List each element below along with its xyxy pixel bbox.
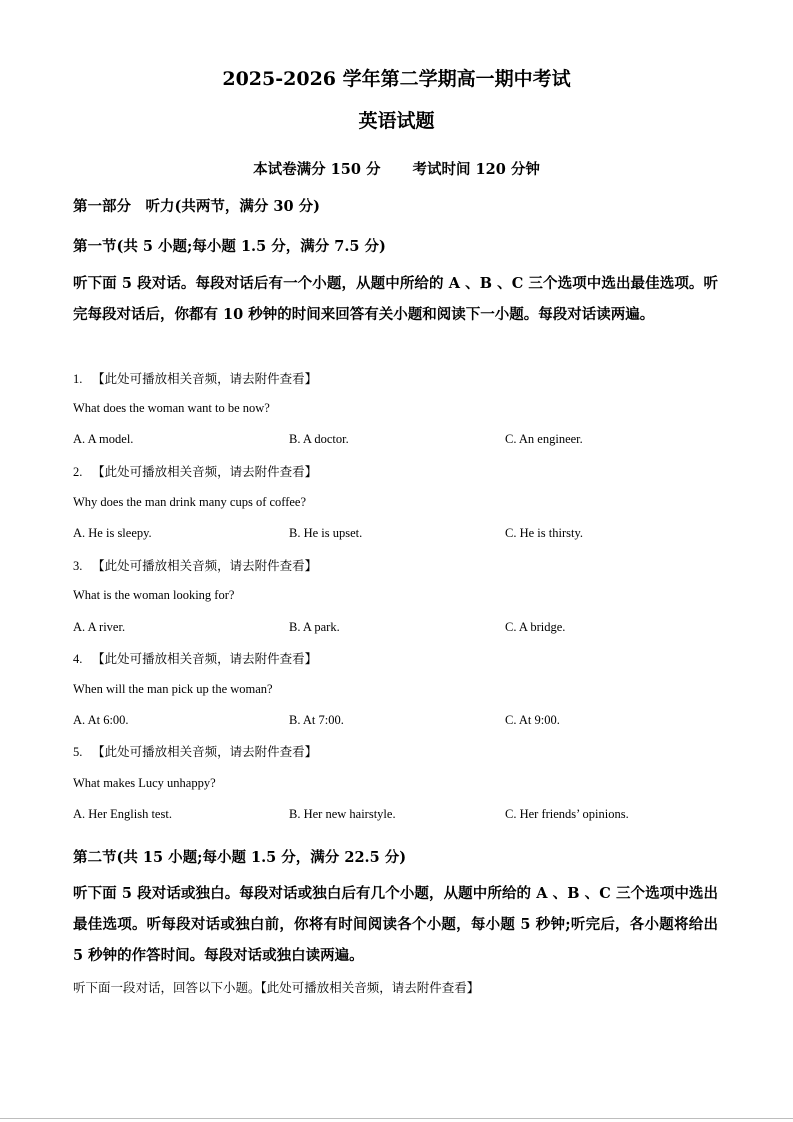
question-2-audio: 2. 【此处可播放相关音频，请去附件查看】 bbox=[73, 465, 318, 479]
audio-link[interactable]: 【此处可播放相关音频，请去附件查看】 bbox=[92, 745, 318, 759]
question-1-option-a: A. A model. bbox=[73, 432, 134, 446]
question-3-option-b: B. A park. bbox=[289, 620, 340, 634]
exam-subject: 英语试题 bbox=[358, 110, 435, 132]
exam-title: 2025-2026 学年第二学期高一期中考试 bbox=[222, 68, 571, 90]
question-5-option-a: A. Her English test. bbox=[73, 807, 172, 821]
score-info: 本试卷满分 150 分 bbox=[253, 161, 381, 178]
question-3-option-c: C. A bridge. bbox=[505, 620, 566, 634]
audio-link[interactable]: 听下面一段对话，回答以下小题。【此处可播放相关音频，请去附件查看】 bbox=[73, 981, 480, 995]
exam-meta bbox=[0, 158, 793, 179]
time-info: 考试时间 120 分钟 bbox=[412, 161, 540, 178]
question-1-audio: 1. 【此处可播放相关音频，请去附件查看】 bbox=[73, 372, 318, 386]
question-5-text: What makes Lucy unhappy? bbox=[73, 776, 216, 790]
section1-heading: 第一节(共 5 小题;每小题 1.5 分，满分 7.5 分) bbox=[73, 238, 386, 255]
question-1-option-b: B. A doctor. bbox=[289, 432, 349, 446]
question-3-option-a: A. A river. bbox=[73, 620, 126, 634]
part1-heading: 第一部分 听力(共两节，满分 30 分) bbox=[73, 198, 320, 215]
audio-link[interactable]: 【此处可播放相关音频，请去附件查看】 bbox=[92, 559, 318, 573]
question-4-option-b: B. At 7:00. bbox=[289, 713, 344, 727]
question-2-option-b: B. He is upset. bbox=[289, 526, 363, 540]
question-5-option-c: C. Her friends’ opinions. bbox=[505, 807, 629, 821]
section2-intro bbox=[73, 978, 479, 996]
question-3-text: What is the woman looking for? bbox=[73, 588, 235, 602]
question-4-audio: 4. 【此处可播放相关音频，请去附件查看】 bbox=[73, 652, 318, 666]
audio-link[interactable]: 【此处可播放相关音频，请去附件查看】 bbox=[92, 372, 318, 386]
question-1-option-c: C. An engineer. bbox=[505, 432, 583, 446]
question-4-option-c: C. At 9:00. bbox=[505, 713, 560, 727]
question-4-text: When will the man pick up the woman? bbox=[73, 682, 273, 696]
section1-instructions: 听下面 5 段对话。每段对话后有一个小题，从题中所给的 A 、B 、C 三个选项中选出最佳选项。听完每段对话后，你都有 10 秒钟的时间来回答有关小题和阅读下一小题。每段对话读两遍。 bbox=[73, 275, 718, 323]
page-bottom-divider bbox=[0, 1118, 793, 1119]
question-5-audio: 5. 【此处可播放相关音频，请去附件查看】 bbox=[73, 745, 318, 759]
question-2-option-a: A. He is sleepy. bbox=[73, 526, 152, 540]
question-1-text: What does the woman want to be now? bbox=[73, 401, 270, 415]
question-4-option-a: A. At 6:00. bbox=[73, 713, 129, 727]
question-5-option-b: B. Her new hairstyle. bbox=[289, 807, 396, 821]
audio-link[interactable]: 【此处可播放相关音频，请去附件查看】 bbox=[92, 465, 318, 479]
question-3-audio: 3. 【此处可播放相关音频，请去附件查看】 bbox=[73, 559, 318, 573]
section2-instructions: 听下面 5 段对话或独白。每段对话或独白后有几个小题，从题中所给的 A 、B 、C 三个选项中选出最佳选项。听每段对话或独白前，你将有时间阅读各个小题，每小题 5 秒钟;听完后，各小题将给出 5 秒钟的作答时间。每段对话或独白读两遍。 bbox=[73, 885, 718, 964]
question-2-text: Why does the man drink many cups of coffee? bbox=[73, 495, 307, 509]
section2-heading: 第二节(共 15 小题;每小题 1.5 分，满分 22.5 分) bbox=[73, 849, 407, 866]
question-2-option-c: C. He is thirsty. bbox=[505, 526, 584, 540]
audio-link[interactable]: 【此处可播放相关音频，请去附件查看】 bbox=[92, 652, 318, 666]
